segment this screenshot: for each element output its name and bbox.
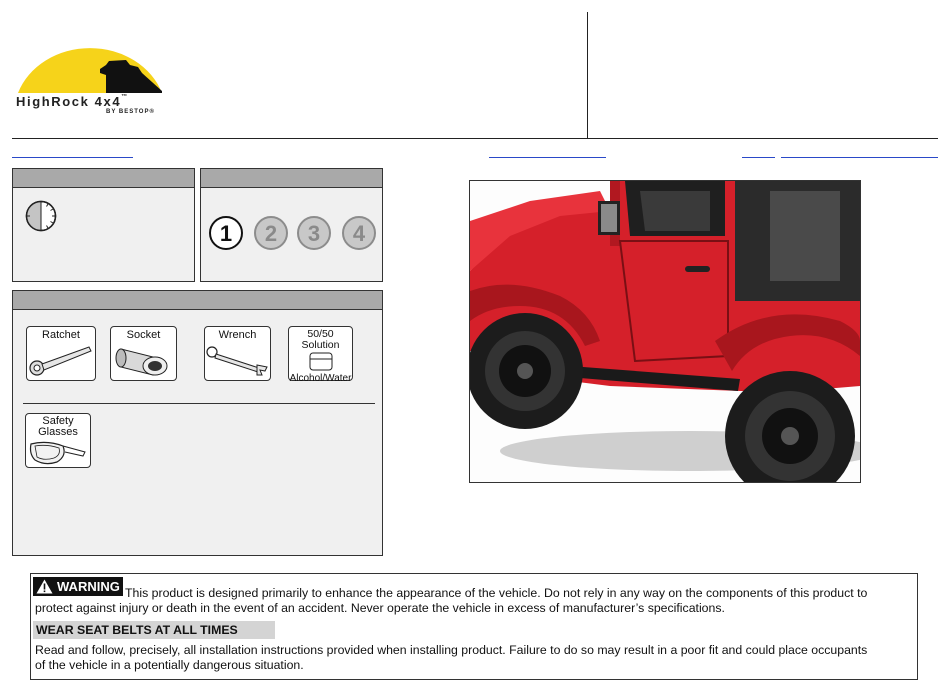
ratchet-icon — [27, 341, 95, 379]
skill-level-3: 3 — [297, 216, 331, 250]
tool-solution-label-1: 50/50 — [307, 328, 334, 340]
tool-solution — [288, 326, 353, 384]
warning-text-1: This product is designed primarily to enhance the appearance of the vehicle. Do not rely in any way on the components of this product to — [125, 586, 868, 600]
safety-glasses — [25, 413, 91, 468]
red-jeep-icon — [470, 181, 860, 482]
warning-box — [30, 573, 918, 680]
warning-text-2: protect against injury or death in the event of an accident. Never operate the vehicle in excess of manufacturer’s specifications. — [35, 601, 725, 615]
header-rule — [12, 138, 938, 139]
header-divider — [587, 12, 588, 139]
skill-level-2: 2 — [254, 216, 288, 250]
warning-text-3: Read and follow, precisely, all installation instructions provided when installing product. Failure to do so may result in a poor fit and could place occupants — [35, 643, 868, 657]
tool-solution-label-2: Solution — [301, 339, 340, 351]
tools-panel-header — [13, 291, 382, 310]
tools-divider — [23, 403, 375, 404]
link-underline-1[interactable] — [12, 157, 133, 158]
seatbelt-banner — [33, 621, 275, 639]
brand-byline: BY BESTOP® — [106, 109, 155, 115]
link-underline-2[interactable] — [489, 157, 606, 158]
tool-ratchet — [26, 326, 96, 381]
wrench-icon — [205, 341, 270, 379]
product-photo — [469, 180, 861, 483]
warning-triangle-icon — [36, 579, 53, 594]
skill-level-4: 4 — [342, 216, 376, 250]
brand-logo — [14, 25, 174, 120]
time-panel-header — [13, 169, 194, 188]
socket-icon — [111, 341, 176, 379]
brand-name: HighRock 4x4™ — [16, 94, 129, 109]
tool-wrench-label: Wrench — [218, 329, 257, 341]
warning-badge-label: WARNING — [57, 579, 120, 594]
seatbelt-text: WEAR SEAT BELTS AT ALL TIMES — [36, 623, 238, 637]
skill-level-1: 1 — [209, 216, 243, 250]
tool-ratchet-label: Ratchet — [42, 329, 80, 341]
clock-icon — [25, 200, 57, 232]
safety-glasses-icon — [27, 438, 89, 468]
tool-socket — [110, 326, 177, 381]
link-underline-4[interactable] — [781, 157, 938, 158]
warning-badge — [33, 577, 123, 596]
skill-panel-header — [201, 169, 382, 188]
sun-mesa-icon — [14, 25, 174, 95]
bottle-icon — [306, 351, 336, 371]
link-underline-3[interactable] — [742, 157, 775, 158]
tool-socket-label: Socket — [126, 329, 161, 341]
warning-text-4: of the vehicle in a potentially dangerous situation. — [35, 658, 304, 672]
tool-wrench — [204, 326, 271, 381]
safety-label-2: Glasses — [38, 426, 78, 438]
safety-label-1: Safety — [42, 415, 74, 427]
time-panel — [12, 168, 195, 282]
tool-solution-label-3: Alcohol/Water — [289, 373, 352, 384]
